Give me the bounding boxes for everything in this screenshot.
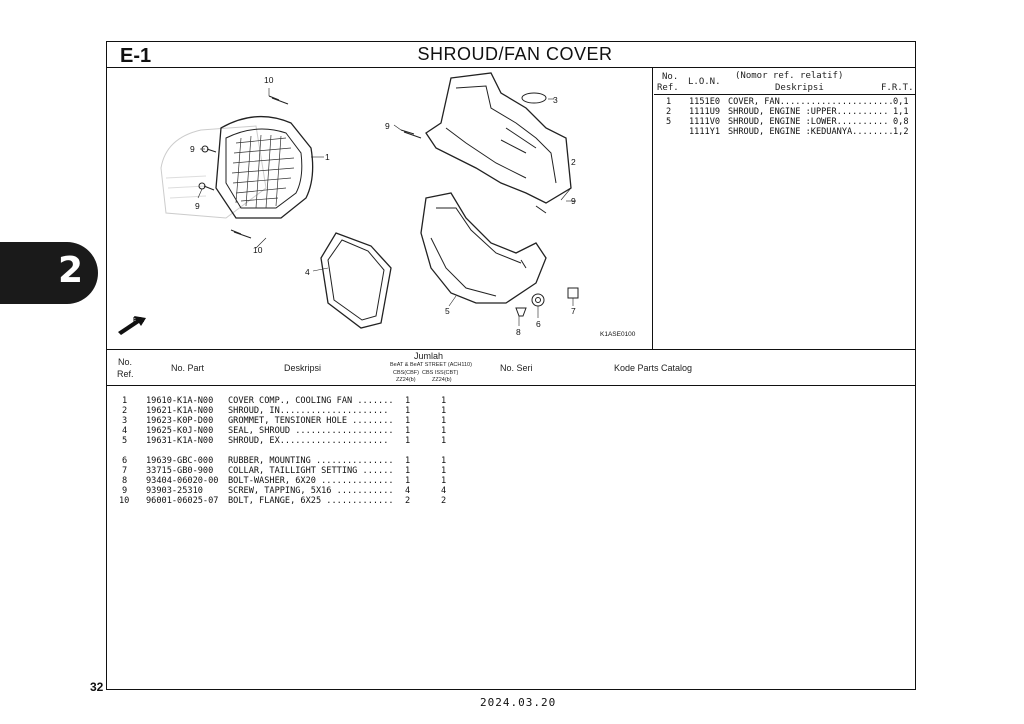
callout-6: 6 <box>536 319 541 329</box>
lon-row-code: 1151E0 <box>689 97 721 107</box>
lon-row-no: 1 <box>666 97 672 107</box>
part-row-qty-2: 1 <box>441 426 447 436</box>
part-row-no: 2 <box>122 406 128 416</box>
part-row-qty-2: 1 <box>441 456 447 466</box>
lon-header-nomor: (Nomor ref. relatif) <box>735 71 844 81</box>
parts-header-divider <box>106 385 916 386</box>
part-row-qty-1: 1 <box>405 416 411 426</box>
callout-10: 10 <box>253 245 263 255</box>
part-row-desc: COLLAR, TAILLIGHT SETTING ...... <box>228 466 394 476</box>
part-row-desc: RUBBER, MOUNTING ............... <box>228 456 394 466</box>
part-row-qty-1: 1 <box>405 406 411 416</box>
part-row-desc: SEAL, SHROUD ................... <box>228 426 394 436</box>
lon-header-divider <box>654 94 916 95</box>
part-row-no: 8 <box>122 476 128 486</box>
part-row-qty-1: 4 <box>405 486 411 496</box>
parts-header-year-1: ZZ24(b) <box>396 377 416 383</box>
chapter-tab-label: 2 <box>58 250 84 291</box>
lon-table-divider <box>652 67 653 349</box>
lon-row-frt: 0,1 <box>893 97 909 107</box>
parts-header-kode: Kode Parts Catalog <box>614 363 693 373</box>
part-row-qty-2: 4 <box>441 486 447 496</box>
callout-3: 3 <box>553 95 558 105</box>
part-row-qty-1: 1 <box>405 436 411 446</box>
callout-4: 4 <box>305 267 310 277</box>
lon-header-desc: Deskripsi <box>775 83 824 93</box>
lon-row-frt: 1,2 <box>893 127 909 137</box>
callout-1: 1 <box>325 152 330 162</box>
lon-row-no: 2 <box>666 107 672 117</box>
parts-header-jumlah: Jumlah <box>414 351 444 361</box>
lon-header-frt: F.R.T. <box>881 83 914 93</box>
parts-header-desc: Deskripsi <box>284 363 322 373</box>
fan-cover-drawing <box>161 73 578 328</box>
part-row-no: 7 <box>122 466 128 476</box>
callout-9: 9 <box>195 201 200 211</box>
part-row-desc: BOLT-WASHER, 6X20 .............. <box>228 476 394 486</box>
page-number: 32 <box>90 680 104 694</box>
lon-row-frt: 1,1 <box>893 107 909 117</box>
part-row-number: 93903-25310 <box>146 486 203 496</box>
part-row-qty-1: 1 <box>405 426 411 436</box>
part-row-qty-2: 1 <box>441 396 447 406</box>
callout-5: 5 <box>445 306 450 316</box>
lon-header-no: No. <box>662 72 679 82</box>
section-code: E-1 <box>120 45 152 67</box>
part-row-number: 96001-06025-07 <box>146 496 219 506</box>
callout-2: 2 <box>571 157 576 167</box>
part-row-no: 5 <box>122 436 128 446</box>
part-row-no: 1 <box>122 396 128 406</box>
parts-header-no: No. <box>118 357 133 367</box>
part-row-desc: GROMMET, TENSIONER HOLE ........ <box>228 416 394 426</box>
part-row-qty-1: 1 <box>405 456 411 466</box>
parts-header-year-2: ZZ24(b) <box>432 377 452 383</box>
lon-row-desc: SHROUD, ENGINE :KEDUANYA........ <box>728 127 894 137</box>
part-row-qty-1: 2 <box>405 496 411 506</box>
lon-row-no: 5 <box>666 117 672 127</box>
part-row-no: 3 <box>122 416 128 426</box>
lon-row-frt: 0,8 <box>893 117 909 127</box>
part-row-qty-1: 1 <box>405 396 411 406</box>
part-row-qty-2: 1 <box>441 436 447 446</box>
part-row-number: 93404-06020-00 <box>146 476 219 486</box>
callout-10: 10 <box>264 75 274 85</box>
footer-date: 2024.03.20 <box>480 696 557 709</box>
part-row-qty-2: 1 <box>441 406 447 416</box>
part-row-desc: SCREW, TAPPING, 5X16 ........... <box>228 486 394 496</box>
part-row-desc: COVER COMP., COOLING FAN ....... <box>228 396 394 406</box>
callout-9: 9 <box>385 121 390 131</box>
part-row-qty-2: 2 <box>441 496 447 506</box>
parts-header-model: BeAT & BeAT STREET (ACH110) <box>390 362 472 368</box>
part-row-qty-2: 1 <box>441 466 447 476</box>
parts-header-variant-1: CBS(CBF) <box>393 370 419 376</box>
part-row-number: 19610-K1A-N00 <box>146 396 214 406</box>
part-row-no: 6 <box>122 456 128 466</box>
part-row-desc: SHROUD, IN..................... <box>228 406 389 416</box>
part-row-number: 19639-GBC-000 <box>146 456 214 466</box>
lon-row-desc: SHROUD, ENGINE :UPPER.......... <box>728 107 889 117</box>
callout-9: 9 <box>571 196 576 206</box>
page-title: SHROUD/FAN COVER <box>417 44 613 64</box>
parts-header-no-seri: No. Seri <box>500 363 533 373</box>
part-row-qty-1: 1 <box>405 476 411 486</box>
part-row-no: 4 <box>122 426 128 436</box>
lon-row-desc: COVER, FAN...................... <box>728 97 894 107</box>
parts-header-variant-2: CBS ISS(CBT) <box>422 370 459 376</box>
parts-header-ref: Ref. <box>117 369 134 379</box>
part-row-number: 19623-K0P-D00 <box>146 416 214 426</box>
callout-7: 7 <box>571 306 576 316</box>
part-row-qty-2: 1 <box>441 476 447 486</box>
part-row-no: 9 <box>122 486 128 496</box>
part-row-number: 19625-K0J-N00 <box>146 426 214 436</box>
part-row-qty-2: 1 <box>441 416 447 426</box>
lon-row-code: 1111U9 <box>689 107 721 117</box>
callout-8: 8 <box>516 327 521 337</box>
lon-row-code: 1111V0 <box>689 117 721 127</box>
part-row-number: 33715-GB0-900 <box>146 466 214 476</box>
lon-header-lon: L.O.N. <box>688 77 721 87</box>
diagram-code: K1ASE0100 <box>600 331 636 338</box>
lon-row-code: 1111Y1 <box>689 127 721 137</box>
diagram-bottom-divider <box>106 349 916 350</box>
parts-header-no-part: No. Part <box>171 363 205 373</box>
part-row-desc: BOLT, FLANGE, 6X25 ............. <box>228 496 394 506</box>
part-row-desc: SHROUD, EX..................... <box>228 436 389 446</box>
part-row-number: 19621-K1A-N00 <box>146 406 214 416</box>
lon-row-desc: SHROUD, ENGINE :LOWER.......... <box>728 117 889 127</box>
front-arrow-label: FR. <box>133 317 145 324</box>
part-row-qty-1: 1 <box>405 466 411 476</box>
part-row-no: 10 <box>119 496 130 506</box>
part-row-number: 19631-K1A-N00 <box>146 436 214 446</box>
lon-header-ref: Ref. <box>657 83 679 93</box>
callout-9: 9 <box>190 144 195 154</box>
chapter-tab <box>0 242 98 304</box>
